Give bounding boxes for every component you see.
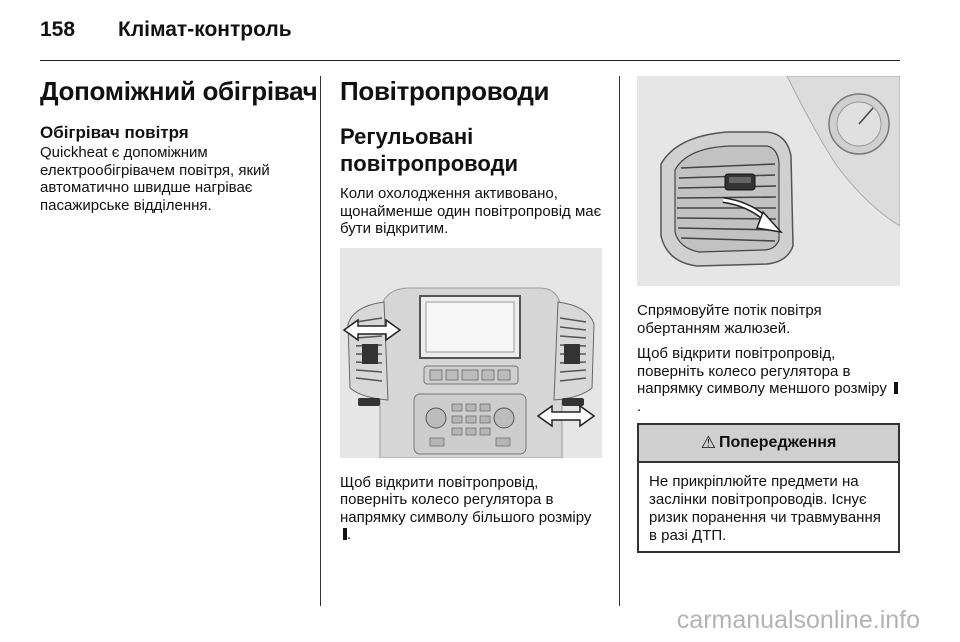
column-3 bbox=[637, 72, 900, 553]
dashboard-drawing bbox=[340, 248, 602, 458]
side-vent-drawing bbox=[637, 76, 900, 286]
column-divider-1 bbox=[320, 76, 321, 606]
column-2 bbox=[340, 72, 602, 552]
warning-text: Не прикріплюйте предмети на заслінки повітропроводів. Існує ризик поранення чи травмування в разі ДТП. bbox=[649, 473, 881, 544]
subsection-title-air-heater: Обігрівач повітря bbox=[40, 123, 189, 142]
warning-box bbox=[637, 423, 900, 553]
open-vent-text bbox=[637, 345, 900, 415]
open-vent-caption bbox=[340, 474, 602, 544]
section-title-heater: Допоміжний обігрівач bbox=[40, 76, 318, 106]
open-vent-text-end: . bbox=[637, 397, 642, 415]
open-vent-text-body: Щоб відкрити повітропровід, поверніть колесо регулятора в напрямку символу меншого розміру bbox=[637, 345, 887, 397]
open-vent-caption-text: Щоб відкрити повітропровід, поверніть колесо регулятора в напрямку символу більшого розміру bbox=[340, 473, 592, 526]
subsection-title-adjustable-vents: Регульовані повітропроводи bbox=[340, 124, 519, 176]
section-title-vents: Повітропроводи bbox=[340, 76, 550, 106]
vents-intro: Коли охолодження активовано, щонайменше один повітропровід має бути відкритим. bbox=[340, 185, 602, 237]
warning-header bbox=[639, 425, 898, 463]
chapter-title: Клімат-контроль bbox=[118, 18, 292, 41]
dashboard-vents-illustration bbox=[340, 248, 602, 458]
heater-description: Quickheat є допоміжним електрообігрівачем повітря, який автоматично швидше нагріває пасажирське відділення. bbox=[40, 144, 270, 214]
column-divider-2 bbox=[619, 76, 620, 606]
open-vent-caption-end: . bbox=[347, 526, 352, 543]
direct-airflow-text: Спрямовуйте потік повітря обертанням жалюзей. bbox=[637, 302, 822, 337]
small-vent-symbol-icon bbox=[894, 382, 898, 394]
column-1 bbox=[40, 72, 318, 222]
page-number: 158 bbox=[40, 18, 76, 41]
warning-title: Попередження bbox=[718, 434, 837, 451]
warning-triangle-icon: ⚠ bbox=[700, 433, 716, 452]
watermark: carmanualsonline.info bbox=[676, 606, 920, 634]
warning-body bbox=[639, 463, 898, 551]
header-rule bbox=[40, 60, 900, 61]
side-vent-illustration bbox=[637, 76, 900, 286]
